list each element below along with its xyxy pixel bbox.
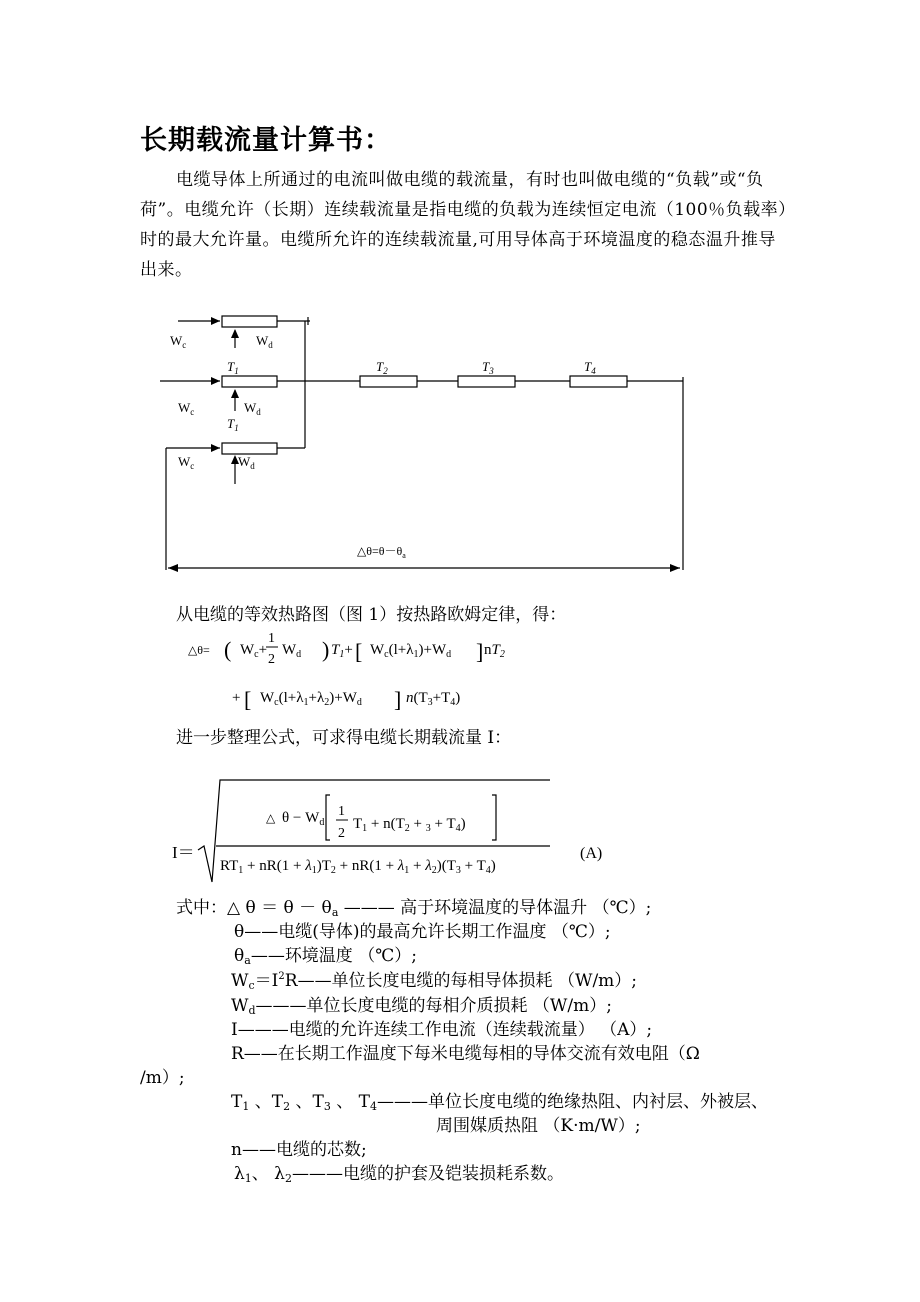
equation-current xyxy=(168,770,638,890)
svg-text:T1+: $T_1+$ xyxy=(331,642,353,660)
svg-text:Wc(l+λ1+λ2)+Wd: $W_c(l+\lambda_1+\lambda_2)+W_d$ xyxy=(260,690,362,708)
definition-i: I———电缆的允许连续工作电流（连续载流量） （A）; xyxy=(231,1020,653,1040)
definition-n: n——电缆的芯数; xyxy=(231,1140,367,1160)
svg-text:]: ] xyxy=(394,687,402,712)
wd-label-3: $W_d$ xyxy=(238,454,255,471)
definition-delta-theta: 式中：△ $\theta = \theta - \theta_a$ ——— 高于环境温度的导体温升 （℃）; xyxy=(176,898,652,919)
svg-text:[: [ xyxy=(244,687,252,712)
svg-text:(: ( xyxy=(224,637,232,662)
definition-theta-a: $\theta_a——$环境温度 （℃）; xyxy=(234,946,417,967)
delta-theta-label: $\triangle\theta=\theta-\theta_a$ xyxy=(357,544,406,560)
definition-wc: $W_c=I^2R——$单位长度电缆的每相导体损耗 （W/m）; xyxy=(231,971,638,992)
svg-text:2: 2 xyxy=(268,652,275,667)
t4-label: $T_4$ xyxy=(584,359,596,376)
wc-label-2: $W_c$ xyxy=(178,400,195,417)
svg-text:nT2: $nT_2$ xyxy=(484,642,505,660)
svg-text:△θ=: △θ= xyxy=(188,643,210,657)
t2-label: $T_2$ xyxy=(376,359,388,376)
svg-text:Wc+: $W_c+$ xyxy=(240,642,268,660)
wc-label-1: $W_c$ xyxy=(170,333,187,350)
svg-text:n(T3+T4): $n(T_3+T_4)$ xyxy=(406,690,461,708)
thermal-circuit-diagram xyxy=(150,308,710,578)
svg-text:△: △ xyxy=(266,811,276,825)
page-title: 长期载流量计算书： xyxy=(140,125,392,156)
svg-text:+: + xyxy=(232,690,241,706)
definition-r: R——在长期工作温度下每米电缆每相的导体交流有效电阻（Ω xyxy=(231,1044,700,1064)
svg-text:Wd: $W_d$ xyxy=(282,642,302,660)
t1-label-2: $T_1$ xyxy=(227,416,239,433)
definition-r-unit: /m）; xyxy=(140,1068,185,1088)
svg-text:): ) xyxy=(322,637,330,662)
equation-delta-theta xyxy=(180,628,540,713)
definition-t: $T_1$ 、$T_2$ 、$T_3$ 、 $T_4———$单位长度电缆的绝缘热阻、内衬层、外被层、 xyxy=(231,1092,768,1113)
text-from-diagram: 从电缆的等效热路图（图 1）按热路欧姆定律，得： xyxy=(176,605,567,625)
svg-text:2: 2 xyxy=(338,826,345,841)
wc-label-3: $W_c$ xyxy=(178,454,195,471)
svg-text:Wc(l+λ1)+Wd: $W_c(l+\lambda_1)+W_d$ xyxy=(370,642,452,660)
intro-text: 电缆导体上所通过的电流叫做电缆的载流量，有时也叫做电缆的“负载”或“负荷”。电缆允许（长期）连续载流量是指电缆的负载为连续恒定电流（100％负载率）时的最大允许量。电缆所允许的连续载流量,可用导体高于环境温度的稳态温升推导出来。 xyxy=(140,170,788,280)
svg-text:[: [ xyxy=(355,639,363,664)
definition-lambda: $\lambda_1$、 $\lambda_2———$电缆的护套及铠装损耗系数。 xyxy=(234,1164,564,1185)
svg-text:1: 1 xyxy=(338,804,345,819)
svg-text:RT1 + nR(1 + λ1)T2 + nR(1 + λ1: $RT_1 + nR(1 + \lambda_1)T_2 + nR(1 + \lambda_1 + \lambda_2)(T_3 + T_4)$ xyxy=(220,858,496,876)
formula-tag: (A) xyxy=(580,845,603,862)
definition-wd: $W_d———$单位长度电缆的每相介质损耗 （W/m）; xyxy=(231,996,612,1017)
svg-text:1: 1 xyxy=(268,631,275,646)
svg-text:]: ] xyxy=(476,639,484,664)
wd-label-2: $W_d$ xyxy=(244,400,261,417)
t1-label-1: $T_1$ xyxy=(227,359,239,376)
wd-label-1: $W_d$ xyxy=(256,333,273,350)
t3-label: $T_3$ xyxy=(482,359,494,376)
svg-text:T1 + n(T2 + 3 + T4): $T_1 + n(T_2 + _3 + T_4)$ xyxy=(353,816,466,834)
text-further: 进一步整理公式，可求得电缆长期载流量 I： xyxy=(176,728,512,748)
definition-theta: θ——电缆(导体)的最高允许长期工作温度 （℃）; xyxy=(234,922,611,942)
svg-text:I＝: I＝ xyxy=(172,843,195,862)
intro-paragraph xyxy=(140,165,790,285)
definition-t-unit: 周围媒质热阻 （K·m/W）; xyxy=(436,1116,641,1136)
svg-text:θ − Wd: $\theta - W_d$ xyxy=(282,810,325,828)
